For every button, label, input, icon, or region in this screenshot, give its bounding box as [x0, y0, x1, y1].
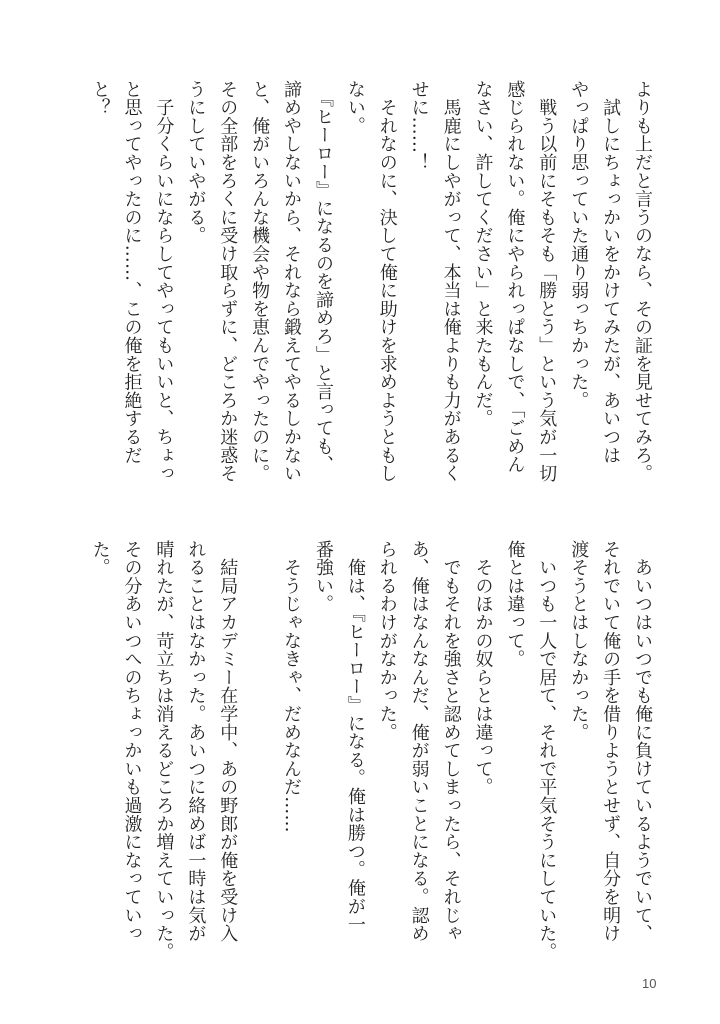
text-line: ない。: [344, 80, 366, 135]
text-block-bottom: [84, 540, 658, 970]
text-line: と、俺がいろんな機会や物を恵んでやったのに。: [249, 80, 271, 483]
text-line: られるわけがなかった。: [376, 540, 398, 742]
text-line: 番強い。: [312, 540, 334, 614]
blank-line: [243, 540, 275, 970]
text-line: なさい、許してください」と来たもんだ。: [472, 80, 494, 428]
text-line: れることはなかった。あいつに絡めば一時は気が: [185, 540, 207, 943]
text-line: よりも上だと言うのなら、その証を見せてみろ。: [632, 80, 653, 483]
text-line: やっぱり思っていた通り弱っちかった。: [568, 80, 590, 410]
text-line: と？: [89, 80, 111, 117]
text-line: そうじゃなきゃ、だめなんだ……: [281, 540, 303, 833]
text-line: でもそれを強さと認めてしまったら、それじゃ: [440, 540, 462, 943]
text-line: その全部をろくに受け取らずに、どころか迷惑そ: [217, 80, 239, 483]
text-line: 『ヒーロー』になるのを諦めろ」と言っても、: [312, 80, 334, 474]
text-line: と思ってやったのに……、この俺を拒絶するだ: [121, 80, 143, 465]
text-line: それでいて俺の手を借りようとせず、自分を明け: [600, 540, 622, 943]
text-line: た。: [89, 540, 111, 577]
page-number: 10: [642, 976, 657, 991]
text-line: 渡そうとはしなかった。: [568, 540, 590, 742]
text-line: 晴れたが、苛立ちは消えるどころか増えていった。: [153, 540, 175, 961]
text-line: そのほかの奴らとは違って。: [472, 540, 494, 797]
text-line: その分あいつへのちょっかいも過激になっていっ: [121, 540, 143, 943]
text-line: それなのに、決して俺に助けを求めようともし: [376, 80, 398, 483]
text-line: 俺とは違って。: [504, 540, 526, 669]
text-line: あ、俺はなんなんだ、俺が弱いことになる。認め: [408, 540, 430, 943]
text-line: うにしていやがる。: [185, 80, 207, 245]
text-line: せに……！: [408, 80, 430, 172]
text-line: 子分くらいにならしてやってもいいと、ちょっ: [153, 80, 175, 483]
text-line: 試しにちょっかいをかけてみたが、あいつは: [600, 80, 622, 465]
text-line: 感じられない。俺にやられっぱなしで、「ごめん: [504, 80, 526, 474]
text-line: 戦う以前にそもそも「勝とう」という気が一切: [536, 80, 558, 483]
text-line: あいつはいつでも俺に負けているようでいて、: [632, 540, 653, 943]
text-line: 馬鹿にしやがって、本当は俺よりも力があるく: [440, 80, 462, 483]
text-line: 諦めやしないから、それなら鍛えてやるしかない: [281, 80, 303, 483]
text-line: いつも一人で居て、それで平気そうにしていた。: [536, 540, 558, 961]
text-line: 俺は、『ヒーロー』になる。俺は勝つ。俺が一: [344, 540, 366, 934]
text-block-top: [84, 80, 658, 510]
text-line: 結局アカデミー在学中、あの野郎が俺を受け入: [217, 540, 239, 943]
